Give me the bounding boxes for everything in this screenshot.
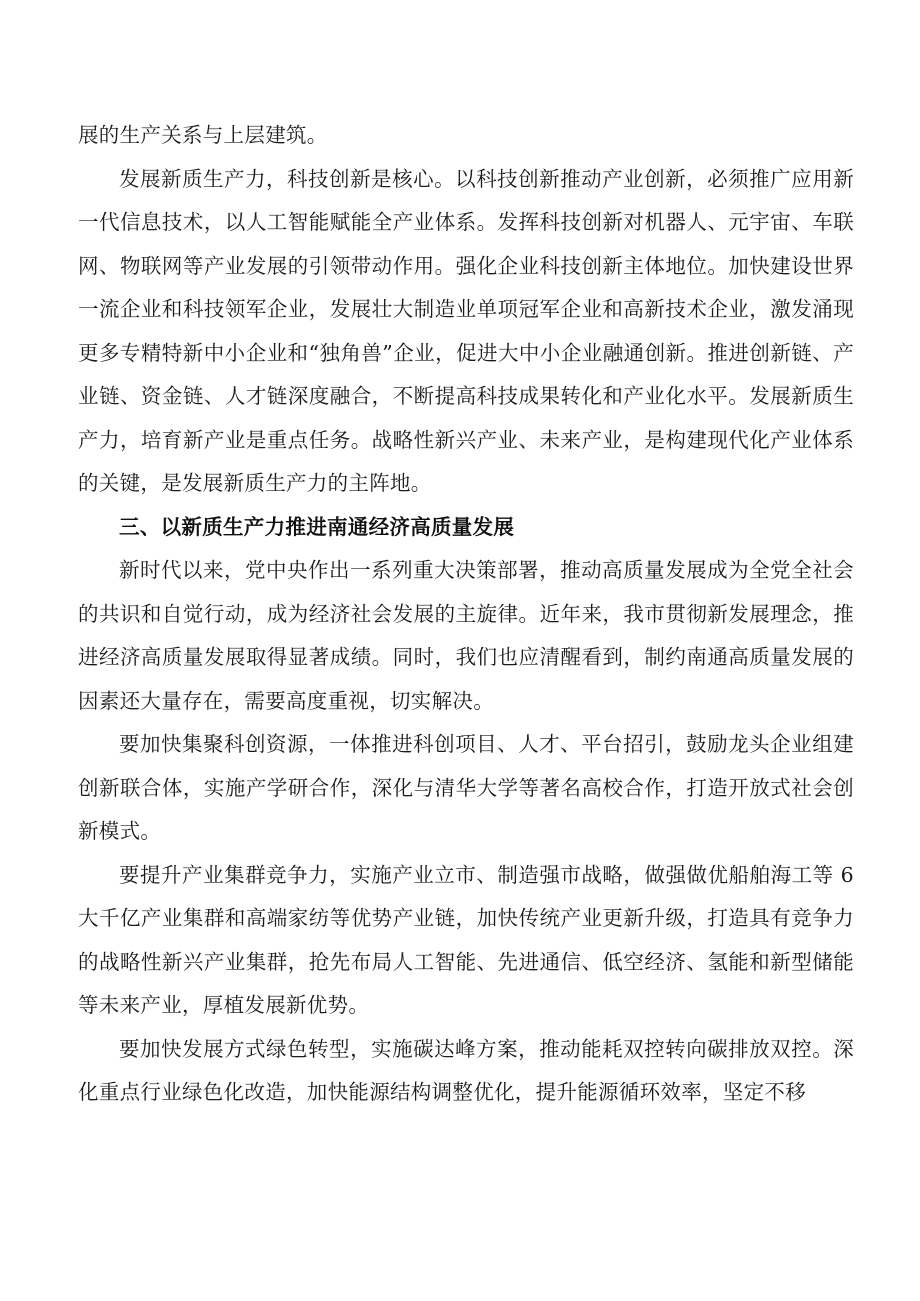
paragraph-continuation: 展的生产关系与上层建筑。 bbox=[78, 123, 328, 147]
paragraph-tech-resources: 要加快集聚科创资源，一体推进科创项目、人才、平台招引，鼓励龙头企业组建创新联合体，实施产学研合作，深化与清华大学等著名高校合作，打造开放式社会创新模式。 bbox=[78, 732, 854, 843]
paragraph-industry-clusters: 要提升产业集群竞争力，实施产业立市、制造强市战略，做强做优船舶海工等 6 大千亿产业集群和高端家纺等优势产业链，加快传统产业更新升级，打造具有竞争力的战略性新兴产业集群，抢先布局人工智能、先进通信、低空经济、氢能和新型储能等未来产业，厚植发展新优势。 bbox=[78, 862, 854, 1017]
section-heading-3: 三、以新质生产力推进南通经济高质量发展 bbox=[119, 514, 515, 539]
paragraph-tech-innovation: 发展新质生产力，科技创新是核心。以科技创新推动产业创新，必须推广应用新一代信息技术，以人工智能赋能全产业体系。发挥科技创新对机器人、元宇宙、车联网、物联网等产业发展的引领带动作用。强化企业科技创新主体地位。加快建设世界一流企业和科技领军企业，发展壮大制造业单项冠军企业和高新技术企业，激发涌现更多专精特新中小企业和“独角兽”企业，促进大中小企业融通创新。推进创新链、产业链、资金链、人才链深度融合，不断提高科技成果转化和产业化水平。发展新质生产力，培育新产业是重点任务。战略性新兴产业、未来产业，是构建现代化产业体系的关键，是发展新质生产力的主阵地。 bbox=[78, 166, 854, 495]
document-body bbox=[78, 114, 854, 1115]
paragraph-new-era: 新时代以来，党中央作出一系列重大决策部署，推动高质量发展成为全党全社会的共识和自觉行动，成为经济社会发展的主旋律。近年来，我市贯彻新发展理念，推进经济高质量发展取得显著成绩。同时，我们也应清醒看到，制约南通高质量发展的因素还大量存在，需要高度重视，切实解决。 bbox=[78, 558, 854, 713]
paragraph-green-transition: 要加快发展方式绿色转型，实施碳达峰方案，推动能耗双控转向碳排放双控。深化重点行业绿色化改造，加快能源结构调整优化，提升能源循环效率，坚定不移 bbox=[78, 1036, 854, 1104]
